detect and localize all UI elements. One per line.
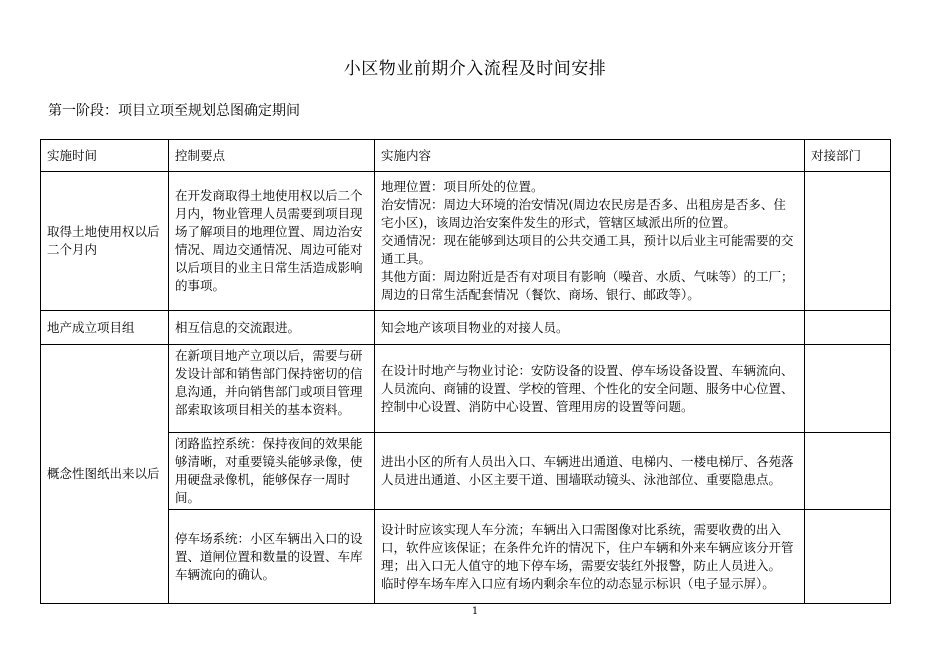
table-row: [41, 345, 891, 433]
cell-time: 取得土地使用权以后二个月内: [41, 172, 169, 311]
cell-time: 概念性图纸出来以后: [41, 345, 169, 604]
content-line: 地理位置：项目所处的位置。: [381, 179, 544, 194]
table-row: [41, 510, 891, 604]
cell-content: 在设计时地产与物业讨论：安防设备的设置、停车场设备设置、车辆流向、人员流向、商铺的设置、学校的管理、个性化的安全问题、服务中心位置、控制中心设置、消防中心设置、管理用房的设置等问题。: [375, 345, 805, 433]
cell-content: [375, 510, 805, 604]
cell-dept: [805, 345, 891, 433]
cell-time: 地产成立项目组: [41, 311, 169, 345]
table-row: [41, 311, 891, 345]
cell-content: 进出小区的所有人员出入口、车辆进出通道、电梯内、一楼电梯厅、各苑落人员进出通道、小区主要干道、围墙联动镜头、泳池部位、重要隐患点。: [375, 433, 805, 510]
content-line: 交通情况：现在能够到达项目的公共交通工具，预计以后业主可能需要的交通工具。: [381, 233, 794, 266]
cell-control: 在开发商取得土地使用权以后二个月内，物业管理人员需要到项目现场了解项目的地理位置、周边治安情况、周边交通情况、周边可能对以后项目的业主日常生活造成影响的事项。: [169, 172, 375, 311]
cell-dept: [805, 433, 891, 510]
cell-dept: [805, 510, 891, 604]
table-header-row: [41, 140, 891, 172]
cell-control: 停车场系统：小区车辆出入口的设置、道闸位置和数量的设置、车库车辆流向的确认。: [169, 510, 375, 604]
cell-dept: [805, 311, 891, 345]
cell-control: 闭路监控系统：保持夜间的效果能够清晰，对重要镜头能够录像，使用硬盘录像机，能够保存一周时间。: [169, 433, 375, 510]
cell-control: 相互信息的交流跟进。: [169, 311, 375, 345]
cell-content: 知会地产该项目物业的对接人员。: [375, 311, 805, 345]
cell-content: [375, 172, 805, 311]
content-line: 临时停车场车库入口应有场内剩余车位的动态显示标识（电子显示屏）。: [381, 575, 775, 591]
header-dept: 对接部门: [805, 140, 891, 172]
table-row: [41, 172, 891, 311]
content-line: 其他方面：周边附近是否有对项目有影响（噪音、水质、气味等）的工厂；周边的日常生活配套情况（餐饮、商场、银行、邮政等）。: [381, 269, 794, 302]
header-time: 实施时间: [41, 140, 169, 172]
cell-dept: [805, 172, 891, 311]
table-row: [41, 433, 891, 510]
content-line: 治安情况：周边大环境的治安情况(周边农民房是否多、出租房是否多、住宅小区)，该周边治安案件发生的形式，管辖区域派出所的位置。: [381, 197, 786, 230]
document-title: 小区物业前期介入流程及时间安排: [343, 59, 607, 79]
schedule-table: [40, 139, 891, 604]
header-content: 实施内容: [375, 140, 805, 172]
content-line: 设计时应该实现人车分流；车辆出入口需图像对比系统，需要收费的出入口，软件应该保证；在条件允许的情况下，住户车辆和外来车辆应该分开管理；出入口无人值守的地下停车场，需要安装红外报警，防止人员进入。: [381, 521, 794, 573]
page-number: 1: [471, 606, 479, 617]
header-control: 控制要点: [169, 140, 375, 172]
cell-control: 在新项目地产立项以后，需要与研发设计部和销售部门保持密切的信息沟通，并向销售部门或项目管理部索取该项目相关的基本资料。: [169, 345, 375, 433]
stage-heading: 第一阶段：项目立项至规划总图确定期间: [48, 103, 300, 119]
